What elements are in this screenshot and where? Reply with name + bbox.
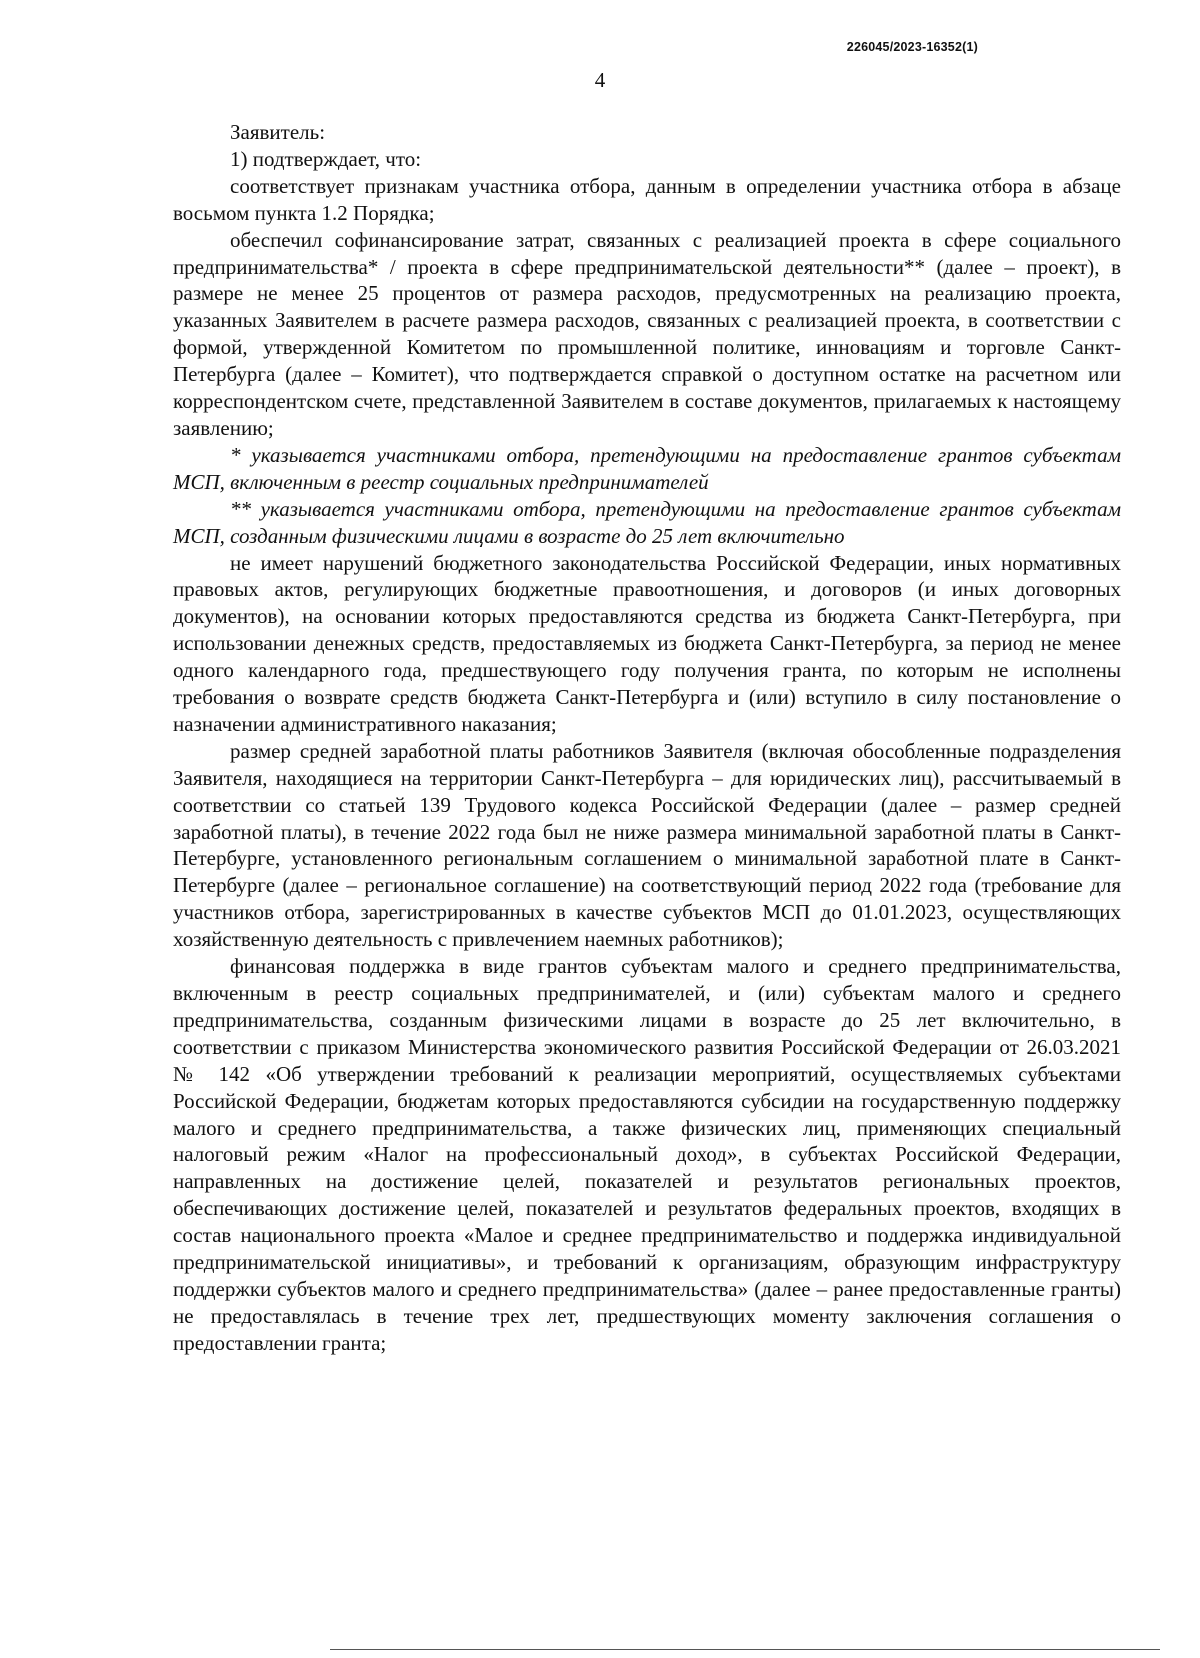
paragraph-average-salary: размер средней заработной платы работников Заявителя (включая обособленные подразделения Заявителя, находящиеся на территории Санкт-Петербурга – для юридических лиц), рассчитываемый в соответствии со статьей 139 Трудового кодекса Российской Федерации (далее – размер средней заработной платы), в течение 2022 года был не ниже размера минимальной заработной платы в Санкт-Петербурге, установленного региональным соглашением о минимальной заработной плате в Санкт-Петербурге (далее – региональное соглашение) на соответствующий период 2022 года (требование для участников отбора, зарегистрированных в качестве субъектов МСП до 01.01.2023, осуществляющих хозяйственную деятельность с привлечением наемных работников); [173, 738, 1121, 952]
footnote-young-entrepreneurs: ** указывается участниками отбора, претендующими на предоставление грантов субъектам МСП, созданным физическими лицами в возрасте до 25 лет включительно [173, 496, 1121, 548]
page-bottom-edge [330, 1649, 1160, 1650]
paragraph-prior-grants: финансовая поддержка в виде грантов субъектам малого и среднего предпринимательства, включенным в реестр социальных предпринимателей, и (или) субъектам малого и среднего предпринимательства, созданным физическими лицами в возрасте до 25 лет включительно, в соответствии с приказом Министерства экономического развития Российской Федерации от 26.03.2021 № 142 «Об утверждении требований к реализации мероприятий, осуществляемых субъектами Российской Федерации, бюджетам которых предоставляются субсидии на государственную поддержку малого и среднего предпринимательства, а также физических лиц, применяющих специальный налоговый режим «Налог на профессиональный доход», в субъектах Российской Федерации, направленных на достижение целей, показателей и результатов региональных проектов, обеспечивающих достижение целей, показателей и результатов федеральных проектов, входящих в состав национального проекта «Малое и среднее предпринимательство и поддержка индивидуальной предпринимательской инициативы», и требований к организациям, образующим инфраструктуру поддержки субъектов малого и среднего предпринимательства» (далее – ранее предоставленные гранты) не предоставлялась в течение трех лет, предшествующих моменту заключения соглашения о предоставлении гранта; [173, 954, 1121, 1355]
page-number: 4 [594, 68, 606, 92]
document-body [173, 119, 1121, 1357]
applicant-heading: Заявитель: [230, 120, 326, 144]
paragraph-selection-criteria: соответствует признакам участника отбора, данным в определении участника отбора в абзаце восьмом пункта 1.2 Порядка; [173, 173, 1121, 225]
document-registration-number: 226045/2023-16352(1) [846, 40, 978, 54]
paragraph-cofinancing: обеспечил софинансирование затрат, связанных с реализацией проекта в сфере социального предпринимательства* / проекта в сфере предпринимательской деятельности** (далее – проект), в размере не менее 25 процентов от размера расходов, предусмотренных на реализацию проекта, указанных Заявителем в расчете размера расходов, связанных с реализацией проекта, в соответствии с формой, утвержденной Комитетом по промышленной политике, инновациям и торговле Санкт-Петербурга (далее – Комитет), что подтверждается справкой о доступном остатке на расчетном или корреспондентском счете, представленной Заявителем в составе документов, прилагаемых к настоящему заявлению; [173, 227, 1121, 440]
paragraph-no-budget-violations: не имеет нарушений бюджетного законодательства Российской Федерации, иных нормативных правовых актов, регулирующих бюджетные правоотношения, и договоров (и иных договорных документов), на основании которых предоставляются средства из бюджета Санкт-Петербурга, при использовании денежных средств, предоставляемых из бюджета Санкт-Петербурга, за период не менее одного календарного года, предшествующего году получения гранта, по которым не исполнены требования о возврате средств бюджета Санкт-Петербурга и (или) вступило в силу постановление о назначении административного наказания; [173, 550, 1121, 736]
item-1-confirms: 1) подтверждает, что: [230, 146, 422, 171]
footnote-social-entrepreneurs: * указывается участниками отбора, претендующими на предоставление грантов субъектам МСП, включенным в реестр социальных предпринимателей [173, 442, 1121, 494]
